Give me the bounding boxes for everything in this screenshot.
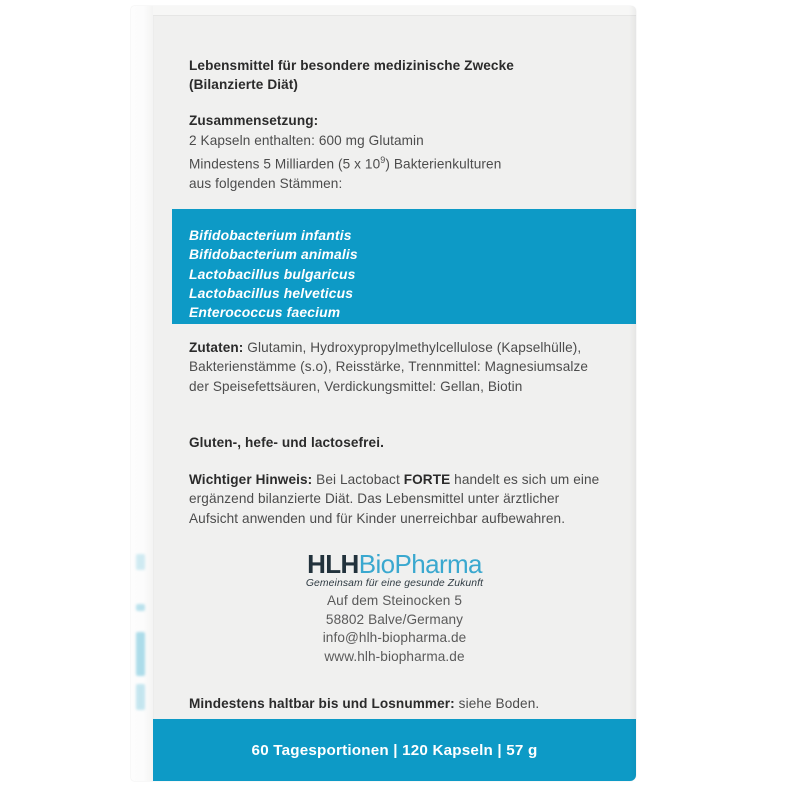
bacterial-strains-list (172, 209, 636, 322)
quantity-text: 60 Tagesportionen | 120 Kapseln | 57 g (251, 741, 538, 759)
quantity-bar (153, 719, 636, 781)
strain-item: Lactobacillus helveticus (189, 284, 354, 301)
strain-item: Enterococcus faecium (189, 304, 341, 321)
composition-line-3: aus folgenden Stämmen: (189, 175, 343, 191)
ingredients-text: Glutamin, Hydroxypropylmethylcellulose (Kapselhülle), Bakterienstämme (s.o), Reisstärke, Trennmittel: Magnesiumsalze der Speisefettsäuren, Verdickungsmittel: Gellan, Biotin (189, 340, 589, 394)
company-logo-primary: HLH (307, 549, 359, 579)
composition-line-2 (189, 151, 610, 174)
spine-print-mark (136, 604, 145, 611)
carton-face (153, 15, 636, 781)
company-address (153, 592, 636, 666)
important-notice-block (189, 470, 610, 528)
free-from-statement: Gluten-, hefe- und lactosefrei. (189, 435, 384, 450)
composition-line-2-a: Mindestens 5 Milliarden (5 x 10 (189, 156, 381, 172)
important-notice-label: Wichtiger Hinweis: (189, 472, 313, 487)
company-logo-secondary: BioPharma (358, 549, 482, 579)
headline (189, 56, 606, 95)
composition-exponent: 9 (380, 154, 386, 165)
strain-item: Bifidobacterium infantis (189, 227, 352, 243)
spine-print-mark (136, 554, 145, 570)
address-website: www.hlh-biopharma.de (324, 648, 465, 664)
composition-block (189, 111, 610, 193)
important-notice-text-after: handelt es sich um eine ergänzend bilanzierte Diät. Das Lebensmittel unter ärztlicher Aufsicht anwenden und für Kinder unerreichbar aufbewahren. (189, 472, 600, 526)
strain-item: Bifidobacterium animalis (189, 246, 358, 263)
best-before-block (189, 694, 610, 713)
carton-spine-panel (131, 6, 154, 781)
composition-line-1: 2 Kapseln enthalten: 600 mg Glutamin (189, 133, 424, 149)
headline-line-2: (Bilanzierte Diät) (189, 77, 299, 93)
address-email: info@hlh-biopharma.de (322, 630, 467, 646)
best-before-label: Mindestens haltbar bis und Losnummer: (189, 696, 455, 711)
spine-print-mark (136, 632, 145, 676)
carton-back-panel (131, 6, 636, 781)
composition-line-2-b: ) Bakterienkulturen (385, 156, 502, 172)
company-tagline: Gemeinsam für eine gesunde Zukunft (305, 578, 484, 589)
headline-line-1: Lebensmittel für besondere medizinische Zwecke (189, 58, 514, 73)
address-line: 58802 Balve/Germany (325, 611, 464, 627)
address-line: Auf dem Steinocken 5 (327, 593, 462, 608)
manufacturer-block (153, 551, 636, 666)
strain-item: Lactobacillus bulgaricus (189, 265, 356, 282)
ingredients-block (189, 338, 610, 396)
important-notice-text-before: Bei Lactobact (312, 472, 404, 487)
company-logo (153, 551, 636, 578)
composition-label: Zusammensetzung: (189, 113, 319, 128)
important-notice-emphasis: FORTE (403, 472, 451, 487)
spine-print-mark (136, 684, 145, 710)
best-before-value: siehe Boden. (454, 696, 540, 711)
ingredients-label: Zutaten: (189, 340, 244, 355)
bacterial-strains-banner (172, 209, 636, 324)
